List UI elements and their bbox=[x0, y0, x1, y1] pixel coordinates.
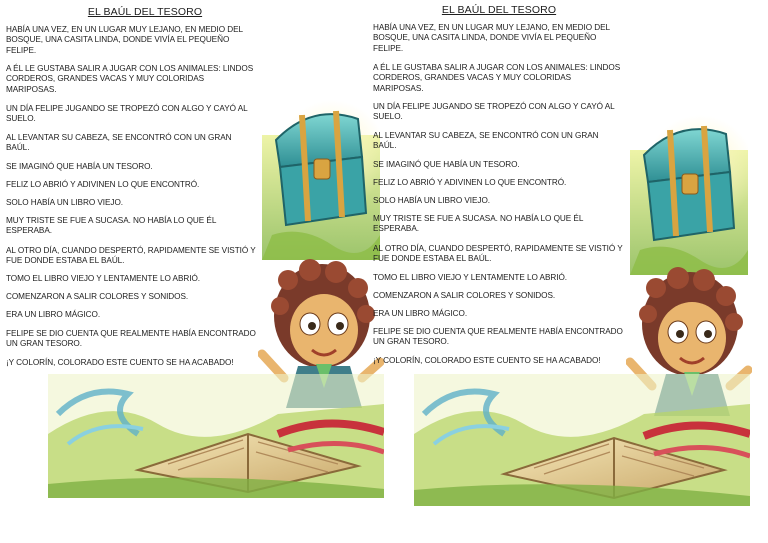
paragraph: MUY TRISTE SE FUE A SUCASA. NO HABÍA LO QUE ÉL ESPERABA. bbox=[6, 216, 217, 236]
paragraph: UN DÍA FELIPE JUGANDO SE TROPEZÓ CON ALGO Y CAYÓ AL SUELO. bbox=[6, 104, 248, 124]
paragraph: HABÍA UNA VEZ, EN UN LUGAR MUY LEJANO, EN MEDIO DEL BOSQUE, UNA CASITA LINDA, DONDE VIVÍA EL PEQUEÑO FELIPE. bbox=[6, 25, 243, 55]
treasure-chest-illustration bbox=[630, 110, 748, 275]
paragraph: FELIZ LO ABRIÓ Y ADIVINEN LO QUE ENCONTRÓ. bbox=[6, 180, 200, 189]
paragraph: SOLO HABÍA UN LIBRO VIEJO. bbox=[373, 196, 490, 205]
paragraph: AL OTRO DÍA, CUANDO DESPERTÓ, RAPIDAMENTE SE VISTIÓ Y FUE DONDE ESTABA EL BAÚL. bbox=[6, 246, 256, 266]
story-title: EL BAÚL DEL TESORO bbox=[441, 4, 557, 16]
paragraph: COMENZARON A SALIR COLORES Y SONIDOS. bbox=[6, 292, 189, 301]
paragraph: AL LEVANTAR SU CABEZA, SE ENCONTRÓ CON UN GRAN BAÚL. bbox=[6, 133, 232, 153]
magic-book-illustration bbox=[414, 374, 750, 506]
paragraph: AL LEVANTAR SU CABEZA, SE ENCONTRÓ CON UN GRAN BAÚL. bbox=[373, 131, 599, 151]
paragraph: TOMO EL LIBRO VIEJO Y LENTAMENTE LO ABRIÓ. bbox=[373, 273, 567, 282]
paragraph: ¡Y COLORÍN, COLORADO ESTE CUENTO SE HA ACABADO! bbox=[6, 358, 234, 367]
story-page-right bbox=[368, 0, 752, 543]
paragraph: COMENZARON A SALIR COLORES Y SONIDOS. bbox=[373, 291, 556, 300]
paragraph: ¡Y COLORÍN, COLORADO ESTE CUENTO SE HA ACABADO! bbox=[373, 356, 601, 365]
story-title: EL BAÚL DEL TESORO bbox=[87, 6, 203, 18]
paragraph: FELIPE SE DIO CUENTA QUE REALMENTE HABÍA ENCONTRADO UN GRAN TESORO. bbox=[6, 329, 256, 349]
paragraph: UN DÍA FELIPE JUGANDO SE TROPEZÓ CON ALGO Y CAYÓ AL SUELO. bbox=[373, 102, 615, 122]
paragraph: ERA UN LIBRO MÁGICO. bbox=[373, 309, 468, 318]
paragraph: HABÍA UNA VEZ, EN UN LUGAR MUY LEJANO, EN MEDIO DEL BOSQUE, UNA CASITA LINDA, DONDE VIVÍA EL PEQUEÑO FELIPE. bbox=[373, 23, 610, 53]
paragraph: SE IMAGINÓ QUE HABÍA UN TESORO. bbox=[6, 162, 153, 171]
paragraph: SE IMAGINÓ QUE HABÍA UN TESORO. bbox=[373, 160, 520, 169]
paragraph: AL OTRO DÍA, CUANDO DESPERTÓ, RAPIDAMENTE SE VISTIÓ Y FUE DONDE ESTABA EL BAÚL. bbox=[373, 244, 623, 264]
paragraph: A ÉL LE GUSTABA SALIR A JUGAR CON LOS ANIMALES: LINDOS CORDEROS, GRANDES VACAS Y MUY COLORIDAS MARIPOSAS. bbox=[373, 63, 621, 93]
paragraph: FELIZ LO ABRIÓ Y ADIVINEN LO QUE ENCONTRÓ. bbox=[373, 178, 567, 187]
paragraph: MUY TRISTE SE FUE A SUCASA. NO HABÍA LO QUE ÉL ESPERABA. bbox=[373, 214, 584, 234]
paragraph: TOMO EL LIBRO VIEJO Y LENTAMENTE LO ABRIÓ. bbox=[6, 274, 200, 283]
paragraph: FELIPE SE DIO CUENTA QUE REALMENTE HABÍA ENCONTRADO UN GRAN TESORO. bbox=[373, 327, 623, 347]
treasure-chest-illustration bbox=[262, 95, 380, 260]
magic-book-illustration bbox=[48, 374, 384, 498]
paragraph: SOLO HABÍA UN LIBRO VIEJO. bbox=[6, 198, 123, 207]
paragraph: A ÉL LE GUSTABA SALIR A JUGAR CON LOS ANIMALES: LINDOS CORDEROS, GRANDES VACAS Y MUY COLORIDAS MARIPOSAS. bbox=[6, 64, 254, 94]
paragraph: ERA UN LIBRO MÁGICO. bbox=[6, 310, 101, 319]
